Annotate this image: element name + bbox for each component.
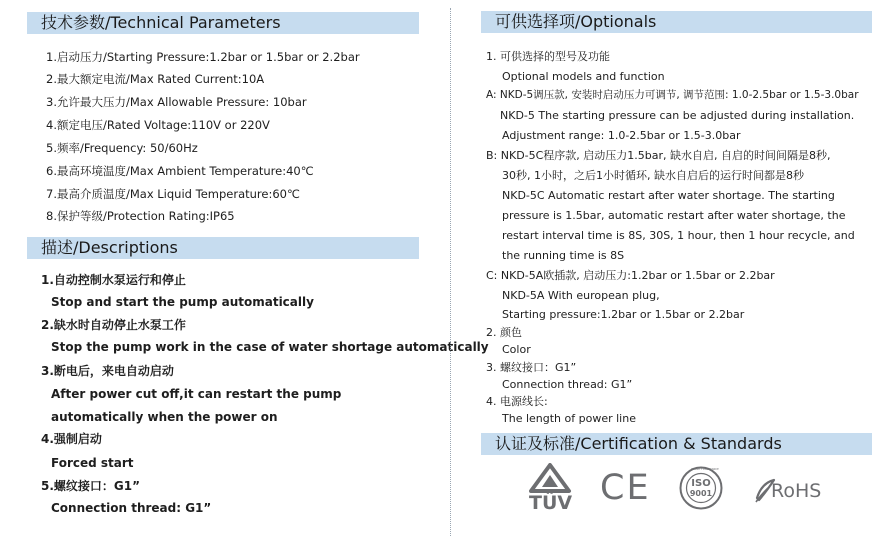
opt-line-4: 4. 电源线长: [486,395,548,408]
opt-line-3-en: Connection thread: G1” [502,378,633,391]
iso-9001-seal [679,466,723,510]
desc-line-2-en: Stop the pump work in the case of water shortage automatically [51,340,489,354]
desc-line-4: 4.强制启动 [41,432,102,446]
column-divider [450,8,451,536]
tech-item-protection-rating: 8.保护等级/Protection Rating:IP65 [46,209,235,223]
tuv-text: TÜV [529,492,573,514]
desc-line-3-en-b: automatically when the power on [51,410,278,424]
tech-item-rated-voltage: 4.额定电压/Rated Voltage:110V or 220V [46,118,270,132]
desc-line-4-en: Forced start [51,456,134,470]
desc-line-1-en: Stop and start the pump automatically [51,295,314,309]
tech-item-liquid-temp: 7.最高介质温度/Max Liquid Temperature:60℃ [46,187,300,201]
tech-item-max-current: 2.最大额定电流/Max Rated Current:10A [46,72,265,86]
opt-line-b-en2: pressure is 1.5bar, automatic restart after water shortage, the [502,209,846,222]
tuv-triangle-icon [527,463,573,493]
descriptions-header: 描述/Descriptions [27,237,419,259]
opt-line-c: C: NKD-5A欧插款, 启动压力:1.2bar or 1.5bar or 2.2bar [486,269,775,282]
opt-line-b-en4: the running time is 8S [502,249,625,262]
tuv-logo [527,463,573,515]
tech-item-ambient-temp: 6.最高环境温度/Max Ambient Temperature:40℃ [46,164,314,178]
desc-line-3: 3.断电后，来电自动启动 [41,364,174,378]
opt-line-c-pressure: Starting pressure:1.2bar or 1.5bar or 2.2bar [502,308,745,321]
ce-mark: CE [600,468,651,508]
opt-line-a-range: Adjustment range: 1.0-2.5bar or 1.5-3.0bar [502,129,741,142]
desc-line-3-en-a: After power cut off,it can restart the pump [51,387,342,401]
opt-line-b-cn2: 30秒, 1小时，之后1小时循环, 缺水自启后的运行时间都是8秒 [502,169,804,182]
optionals-header: 可供选择项/Optionals [481,11,872,33]
iso-seal-ring-text: QUALITY ASSURANCE [691,468,719,471]
opt-line-4-en: The length of power line [502,412,636,425]
opt-line-2: 2. 颜色 [486,326,522,339]
opt-line-b: B: NKD-5C程序款, 启动压力1.5bar, 缺水自启, 自启的时间间隔是8秒, [486,149,831,162]
certification-header: 认证及标准/Certification & Standards [481,433,872,455]
opt-line-2-en: Color [502,343,531,356]
tech-item-max-pressure: 3.允许最大压力/Max Allowable Pressure: 10bar [46,95,307,109]
rohs-logo [754,478,834,506]
tech-item-frequency: 5.频率/Frequency: 50/60Hz [46,141,198,155]
opt-line-3: 3. 螺纹接口：G1” [486,361,577,374]
opt-line-b-en3: restart interval time is 8S, 30S, 1 hour, then 1 hour recycle, and [502,229,855,242]
opt-line-1: 1. 可供选择的型号及功能 [486,50,610,63]
opt-line-c-en: NKD-5A With european plug, [502,289,660,302]
iso-text: ISO [691,478,711,489]
opt-line-a: A: NKD-5调压款, 安装时启动压力可调节, 调节范围: 1.0-2.5bar or 1.5-3.0bar [486,89,859,101]
rohs-text: RoHS [771,480,822,502]
desc-line-5-en: Connection thread: G1” [51,501,212,515]
opt-line-b-en1: NKD-5C Automatic restart after water shortage. The starting [502,189,835,202]
opt-line-a-en: NKD-5 The starting pressure can be adjusted during installation. [500,109,855,122]
opt-line-1-en: Optional models and function [502,70,665,83]
technical-parameters-header: 技术参数/Technical Parameters [27,12,419,34]
desc-line-1: 1.自动控制水泵运行和停止 [41,273,186,287]
desc-line-5: 5.螺纹接口：G1” [41,479,140,493]
iso-9001-text: 9001 [689,489,713,498]
desc-line-2: 2.缺水时自动停止水泵工作 [41,318,186,332]
tech-item-starting-pressure: 1.启动压力/Starting Pressure:1.2bar or 1.5bar or 2.2bar [46,50,360,64]
